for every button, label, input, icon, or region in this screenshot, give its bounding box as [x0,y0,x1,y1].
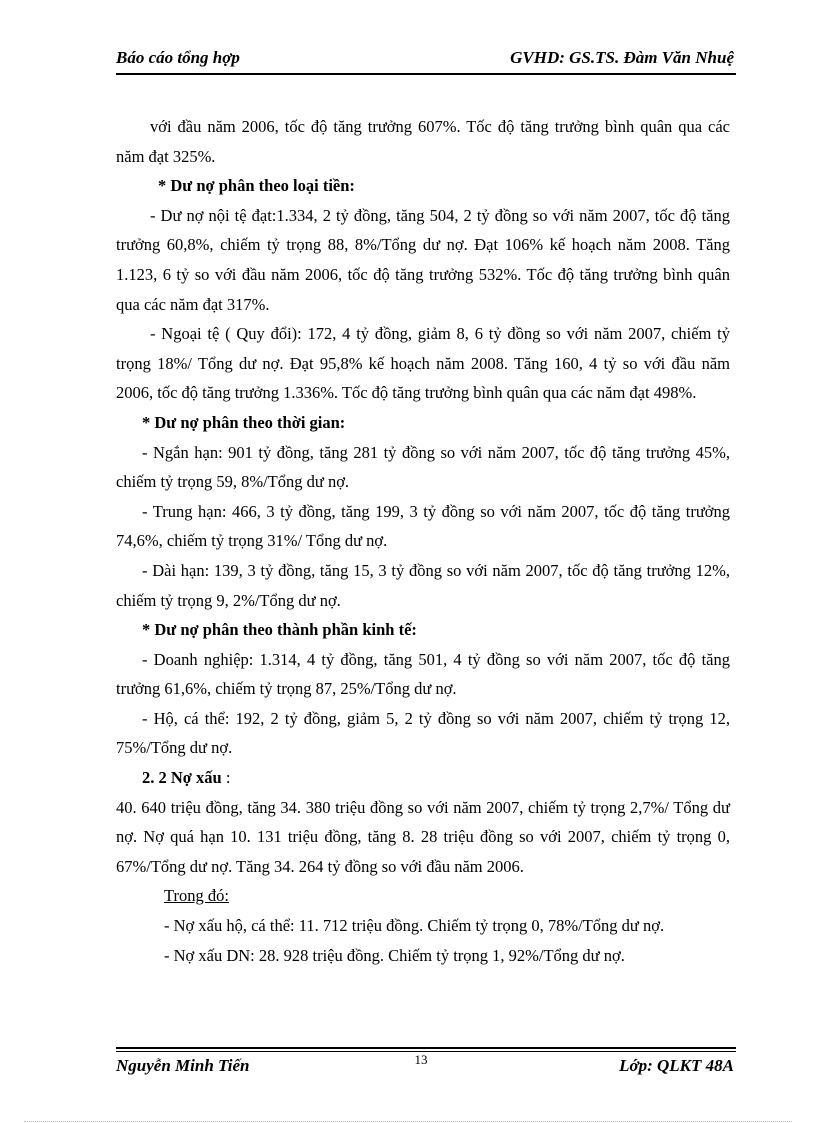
footer-rule-thick [116,1047,736,1049]
heading-by-currency: * Dư nợ phân theo loại tiền: [158,176,355,196]
page-number: 13 [414,1052,428,1067]
paragraph-households: - Hộ, cá thể: 192, 2 tỷ đồng, giảm 5, 2 tỷ đồng so với năm 2007, chiếm tỷ trọng 12, 75%/Tổng dư nợ. [116,708,730,758]
paragraph-domestic-currency: - Dư nợ nội tệ đạt:1.334, 2 tỷ đồng, tăng 504, 2 tỷ đồng so với năm 2007, tốc độ tăng trưởng 60,8%, chiếm tỷ trọng 88, 8%/Tổng dư nợ. Đạt 106% kế hoạch năm 2008. Tăng 1.123, 6 tỷ so với đầu năm 2006, tốc độ tăng trưởng 532%. Tốc độ tăng trưởng bình quân qua các năm đạt 317%. [116,205,730,314]
footer-author: Nguyễn Minh Tiến [116,1056,250,1075]
paragraph-bad-debt: 40. 640 triệu đồng, tăng 34. 380 triệu đồng so với năm 2007, chiếm tỷ trọng 2,7%/ Tổng dư nợ. Nợ quá hạn 10. 131 triệu đồng, tăng 8. 28 triệu đồng so với 2007, chiếm tỷ trọng 0, 67%/Tổng dư nợ. Tăng 34. 264 tỷ đồng so với đầu năm 2006. [116,797,730,876]
heading-bad-debt [116,763,730,793]
label-in-which [116,881,730,911]
paragraph-enterprise-bad-debt: - Nợ xấu DN: 28. 928 triệu đồng. Chiếm tỷ trọng 1, 92%/Tổng dư nợ. [164,945,625,965]
header-report-title: Báo cáo tổng hợp [116,48,240,67]
heading-by-economic-sector: * Dư nợ phân theo thành phần kinh tế: [142,620,417,640]
heading-bad-debt-label: 2. 2 Nợ xấu [142,768,222,788]
page-edge-divider [24,1121,792,1122]
paragraph-enterprises: - Doanh nghiệp: 1.314, 4 tỷ đồng, tăng 501, 4 tỷ đồng so với năm 2007, tốc độ tăng trưởng 61,6%, chiếm tỷ trọng 87, 25%/Tổng dư nợ. [116,649,730,699]
footer-class: Lớp: QLKT 48A [619,1056,734,1075]
paragraph-long-term: - Dài hạn: 139, 3 tỷ đồng, tăng 15, 3 tỷ đồng so với năm 2007, tốc độ tăng trưởng 12%, chiếm tỷ trọng 9, 2%/Tổng dư nợ. [116,560,730,610]
paragraph-medium-term: - Trung hạn: 466, 3 tỷ đồng, tăng 199, 3 tỷ đồng so với năm 2007, tốc độ tăng trưởng 74,6%, chiếm tỷ trọng 31%/ Tổng dư nợ. [116,501,730,551]
paragraph-household-bad-debt: - Nợ xấu hộ, cá thể: 11. 712 triệu đồng. Chiếm tỷ trọng 0, 78%/Tổng dư nợ. [164,916,665,936]
paragraph-short-term: - Ngắn hạn: 901 tỷ đồng, tăng 281 tỷ đồng so với năm 2007, tốc độ tăng trưởng 45%, chiếm tỷ trọng 59, 8%/Tổng dư nợ. [116,442,730,492]
page-header [116,48,734,72]
paragraph-growth-summary: với đầu năm 2006, tốc độ tăng trưởng 607%. Tốc độ tăng trưởng bình quân qua các năm đạt 325%. [116,117,730,166]
body-text [116,112,730,970]
header-rule [116,73,736,75]
heading-bad-debt-colon: : [225,768,231,788]
label-in-which-text: Trong đó: [164,886,229,906]
header-supervisor: GVHD: GS.TS. Đàm Văn Nhuệ [510,48,734,67]
paragraph-foreign-currency: - Ngoại tệ ( Quy đổi): 172, 4 tỷ đồng, giảm 8, 6 tỷ đồng so với năm 2007, chiếm tỷ trọng 18%/ Tổng dư nợ. Đạt 95,8% kế hoạch năm 2008. Tăng 160, 4 tỷ so với đầu năm 2006, tốc độ tăng trưởng 1.336%. Tốc độ tăng trưởng bình quân qua các năm đạt 498%. [116,324,730,403]
page-footer [116,1056,734,1080]
heading-by-term: * Dư nợ phân theo thời gian: [142,412,346,432]
